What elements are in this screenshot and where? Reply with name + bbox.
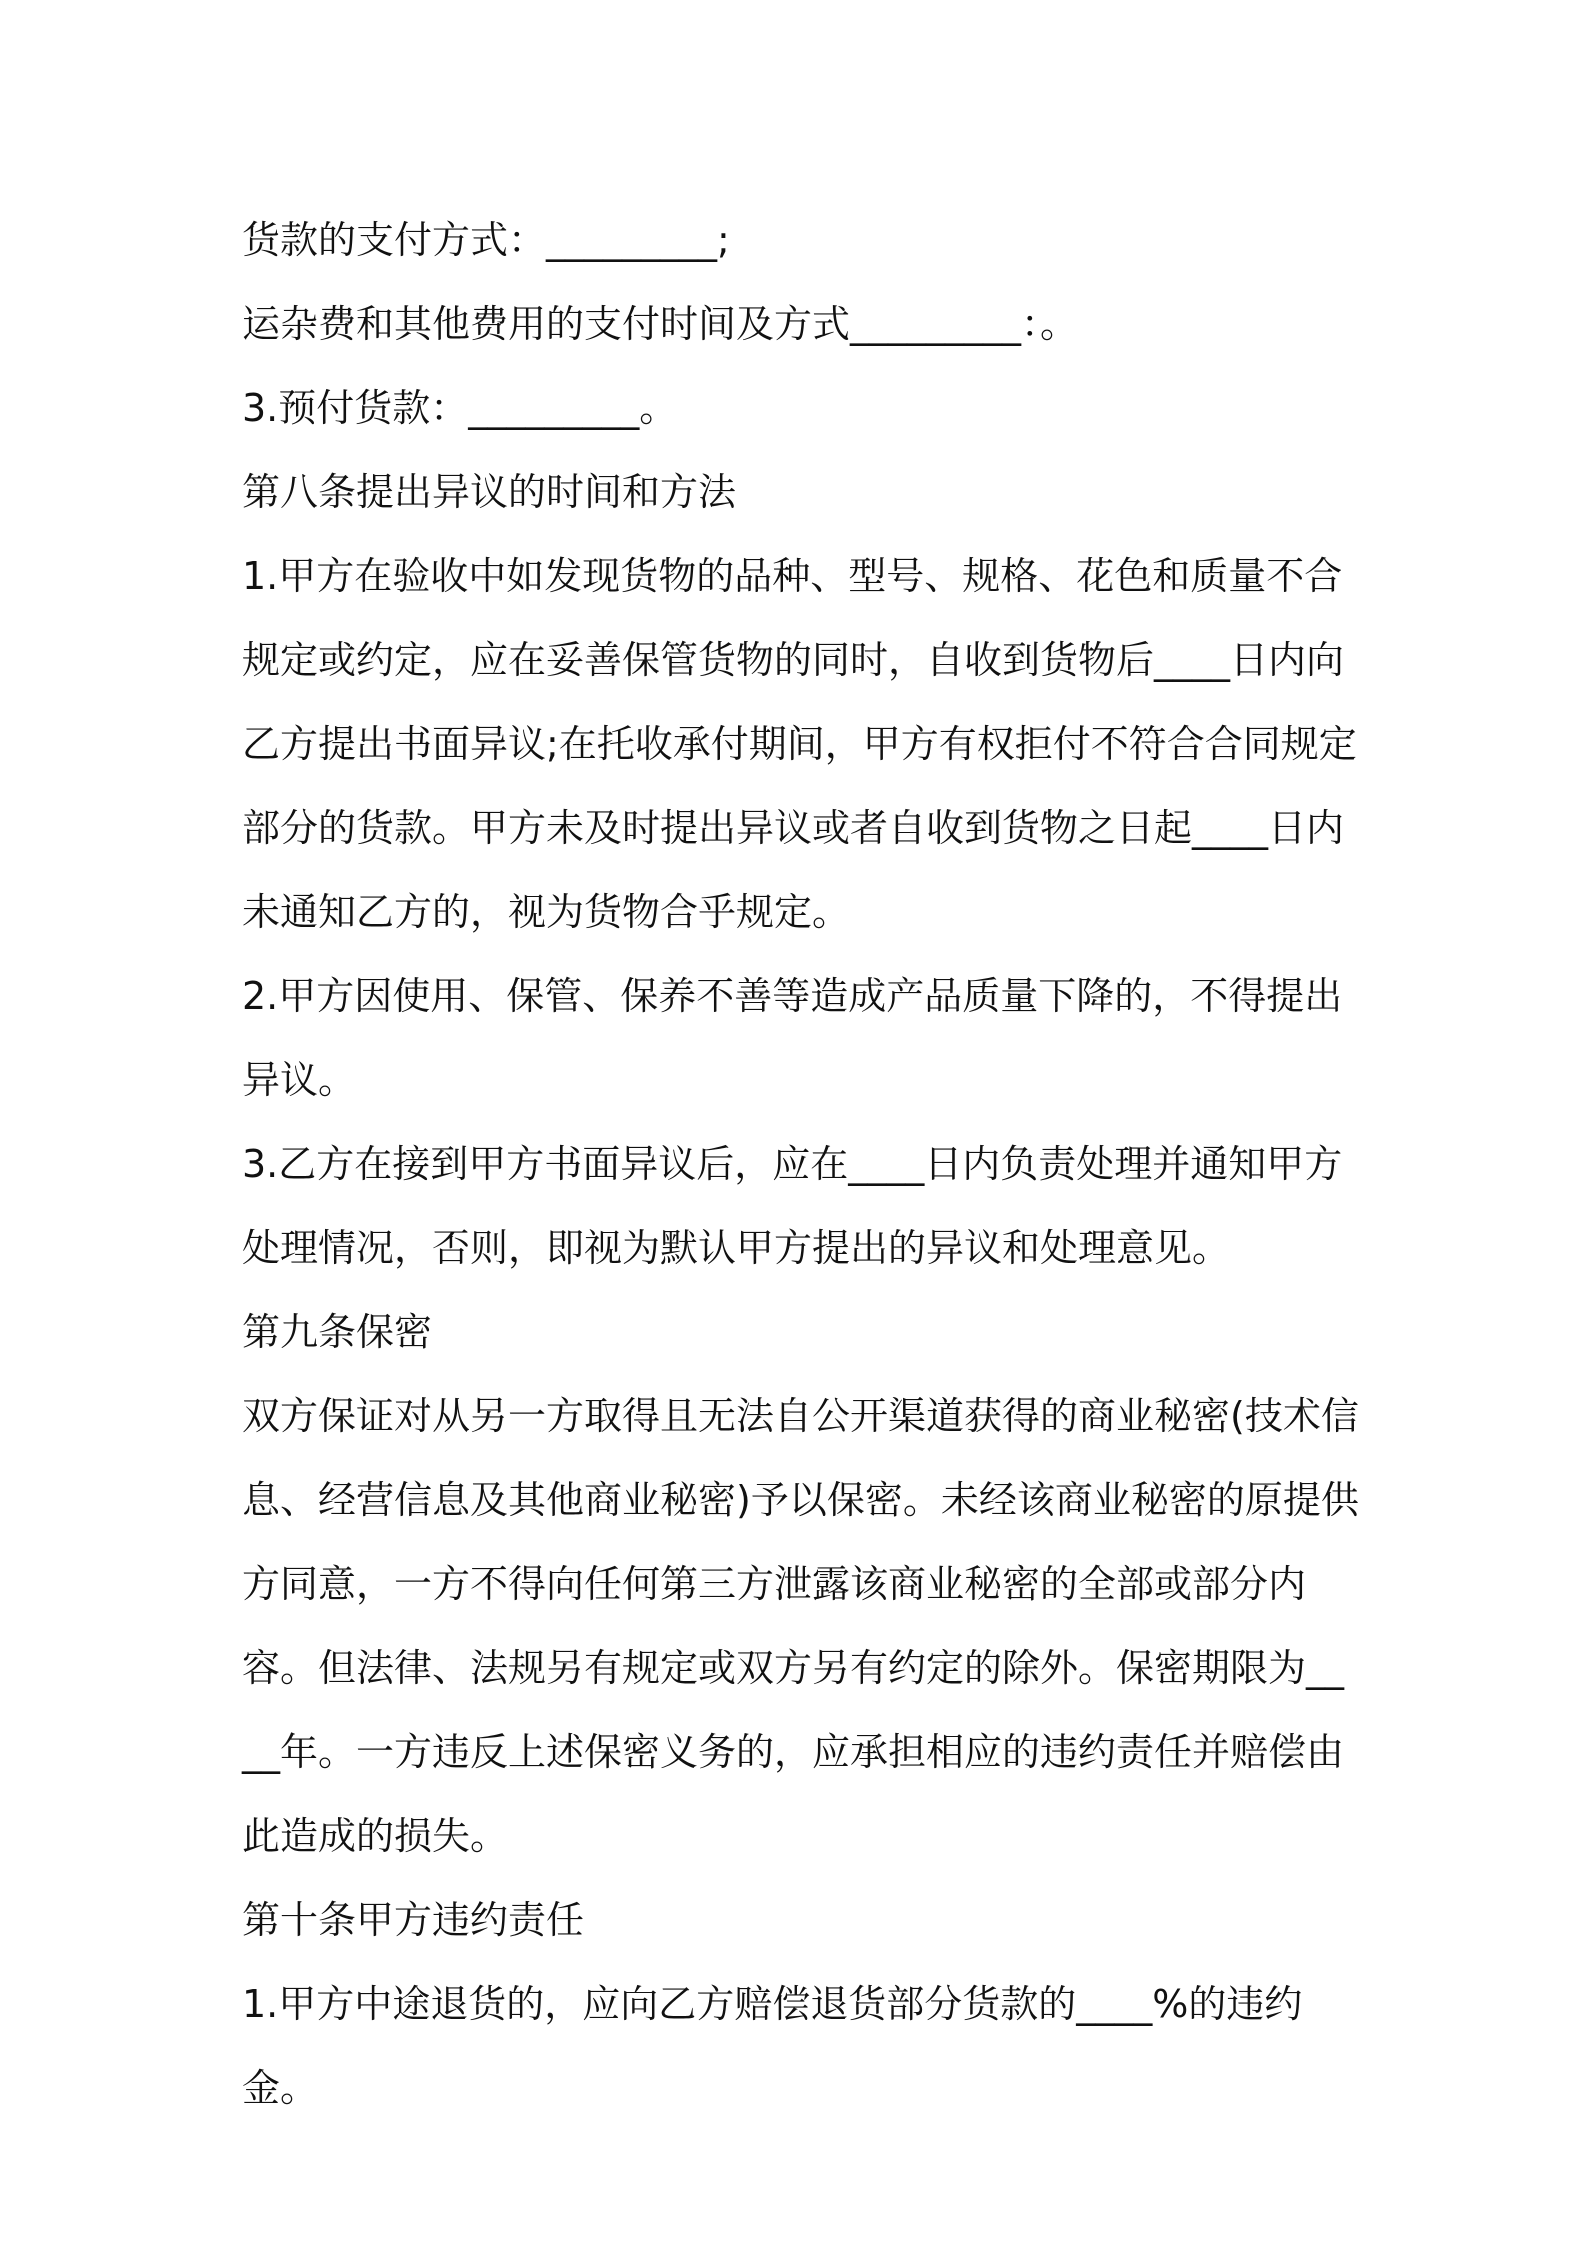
article-8-heading: 第八条提出异议的时间和方法 xyxy=(242,470,737,514)
document-body xyxy=(242,198,1360,2130)
article-9-body: 双方保证对从另一方取得且无法自公开渠道获得的商业秘密(技术信息、经营信息及其他商业秘密)予以保密。未经该商业秘密的原提供方同意，一方不得向任何第三方泄露该商业秘密的全部或部分内容。但法律、法规另有规定或双方另有约定的除外。保密期限为____年。一方违反上述保密义务的，应承担相应的违约责任并赔偿由此造成的损失。 xyxy=(242,1394,1359,1858)
article-10-heading: 第十条甲方违约责任 xyxy=(242,1898,585,1942)
payment-method-line: 货款的支付方式：_________; xyxy=(242,218,730,262)
prepayment-line: 3.预付货款：_________。 xyxy=(242,386,678,430)
freight-payment-line: 运杂费和其他费用的支付时间及方式_________：。 xyxy=(242,302,1079,346)
article-10-clause-1: 1.甲方中途退货的，应向乙方赔偿退货部分货款的____%的违约金。 xyxy=(242,1982,1303,2110)
article-8-clause-3: 3.乙方在接到甲方书面异议后，应在____日内负责处理并通知甲方处理情况，否则，即视为默认甲方提出的异议和处理意见。 xyxy=(242,1142,1343,1270)
article-8-clause-2: 2.甲方因使用、保管、保养不善等造成产品质量下降的，不得提出异议。 xyxy=(242,974,1343,1102)
article-9-heading: 第九条保密 xyxy=(242,1310,433,1354)
article-8-clause-1: 1.甲方在验收中如发现货物的品种、型号、规格、花色和质量不合规定或约定，应在妥善保管货物的同时，自收到货物后____日内向乙方提出书面异议;在托收承付期间，甲方有权拒付不符合合同规定部分的货款。甲方未及时提出异议或者自收到货物之日起____日内未通知乙方的，视为货物合乎规定。 xyxy=(242,554,1357,934)
